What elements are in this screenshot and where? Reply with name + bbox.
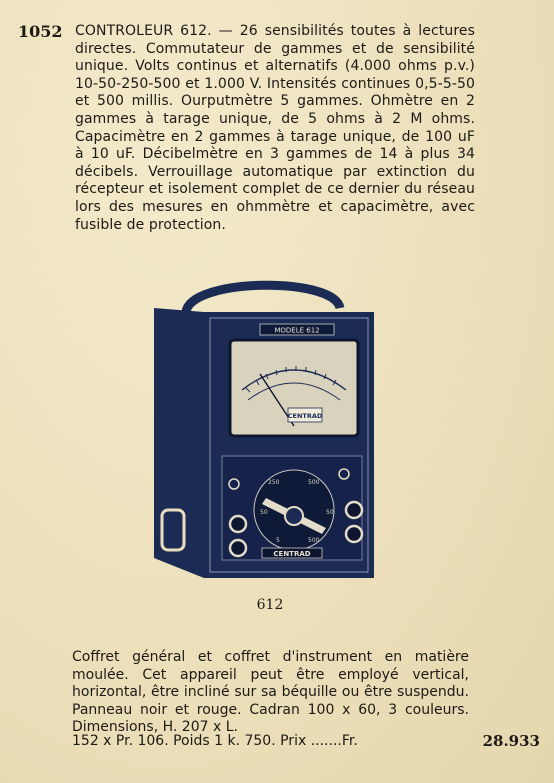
model-plate-text: MODELE 612 (274, 326, 320, 335)
svg-text:500: 500 (308, 479, 320, 486)
terminal-left-bottom (230, 540, 246, 556)
case-description: Coffret général et coffret d'instrument en matière moulée. Cet appareil peut être employé vertical, horizontal, être incliné sur sa béquille ou être suspendu. Panneau noir et rouge. Cadran 100 x 60, 3 couleurs. Dimensions, H. 207 x L. (72, 649, 469, 736)
brand-plate-text: CENTRAD (273, 550, 311, 558)
item-number: 1052 (18, 22, 63, 41)
svg-text:50: 50 (260, 509, 268, 516)
dial-brand-text: CENTRAD (287, 412, 323, 420)
price-line-text: 152 x Pr. 106. Poids 1 k. 750. Prix .......Fr. (72, 733, 358, 749)
price-value: 28.933 (482, 732, 540, 750)
svg-text:50: 50 (326, 509, 334, 516)
svg-text:5: 5 (276, 537, 280, 544)
multimeter-drawing (148, 278, 380, 578)
product-description: CONTROLEUR 612. — 26 sensibilités toutes à lectures directes. Commutateur de gammes et de sensibilité unique. Volts continus et alternatifs (4.000 ohms p.v.) 10-50-250-500 et 1.000 V. Intensités continues 0,5-5-50 et 500 millis. Ourputmètre 5 gammes. Ohmètre en 2 gammes à tarage unique, de 5 ohms à 2 M ohms. Capacimètre en 2 gammes à tarage unique, de 100 uF à 10 uF. Décibelmètre en 3 gammes de 14 à plus 34 décibels. Verrouillage automatique par extinction du récepteur et isolement complet de ce dernier du réseau lors des mesures en ohmmètre et capacimètre, avec fusible de protection. (75, 23, 475, 233)
handle-strap (186, 285, 340, 312)
terminal-left-top (230, 516, 246, 532)
svg-text:250: 250 (268, 479, 280, 486)
terminal-right-top (346, 502, 362, 518)
terminal-right-bottom (346, 526, 362, 542)
price-line (72, 733, 540, 749)
svg-text:500: 500 (308, 537, 320, 544)
figure-caption: 612 (256, 597, 284, 613)
multimeter-illustration (148, 278, 380, 578)
